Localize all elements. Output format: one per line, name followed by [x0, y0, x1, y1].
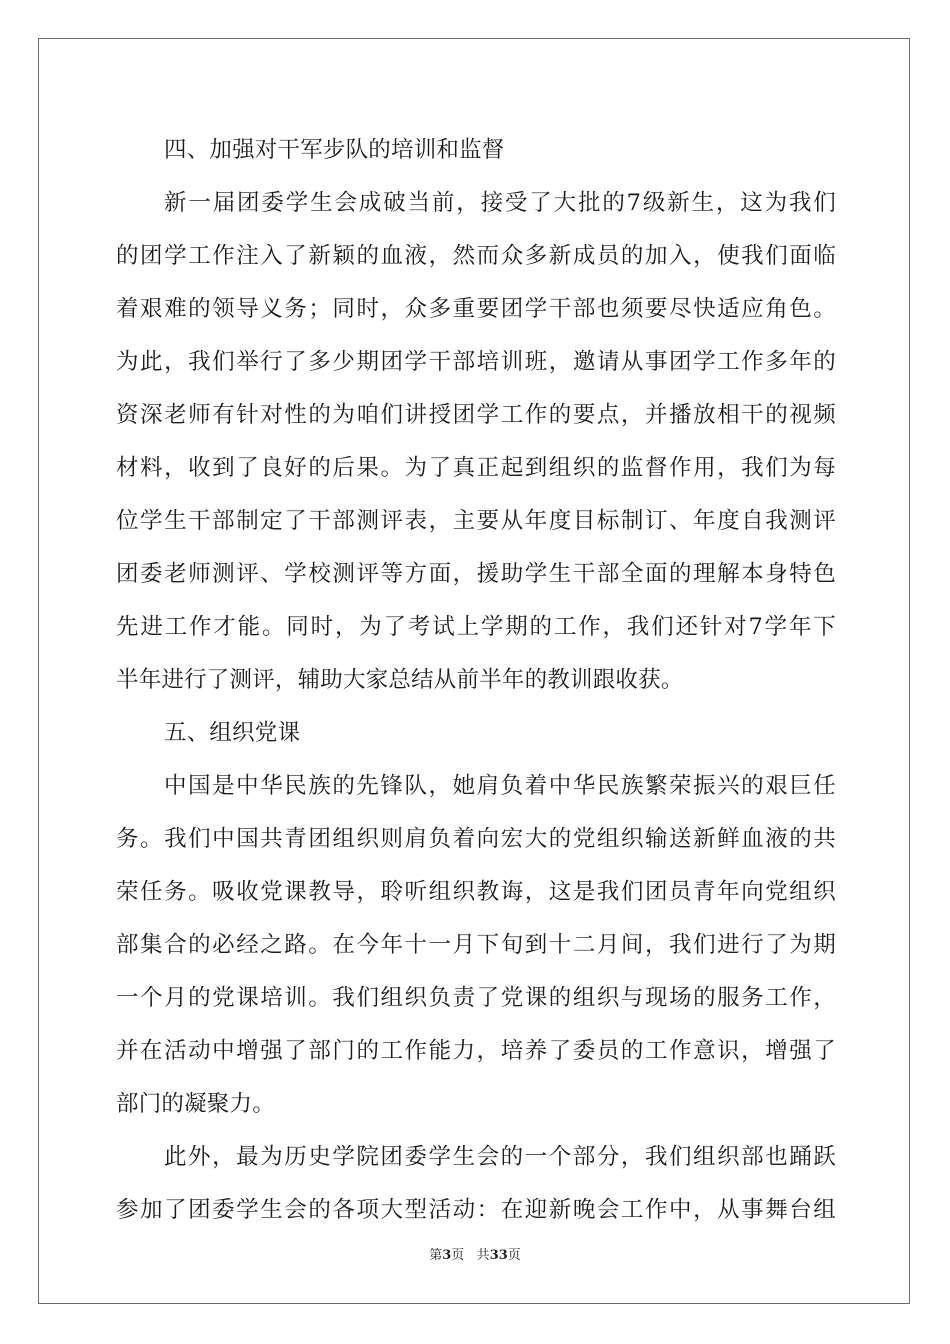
text-line: 着艰难的领导义务；同时，众多重要团学干部也须要尽快适应角色。: [116, 296, 836, 322]
text-line: 此外，最为历史学院团委学生会的一个部分，我们组织部也踊跃: [164, 1144, 836, 1170]
text-line: 团委老师测评、学校测评等方面，援助学生干部全面的理解本身特色: [116, 561, 836, 587]
footer-prefix: 第: [429, 1248, 443, 1263]
text-line: 中国是中华民族的先锋队，她肩负着中华民族繁荣振兴的艰巨任: [164, 773, 836, 799]
text-line: 部门的凝聚力。: [116, 1091, 275, 1117]
footer-current-page: 3: [442, 1248, 452, 1263]
text-line: 务。我们中国共青团组织则肩负着向宏大的党组织输送新鲜血液的共: [116, 826, 836, 852]
text-line: 一个月的党课培训。我们组织负责了党课的组织与现场的服务工作，: [116, 985, 836, 1011]
text-line: 新一届团委学生会成破当前，接受了大批的7级新生，这为我们: [164, 190, 836, 216]
text-line: 参加了团委学生会的各项大型活动：在迎新晚会工作中，从事舞台组: [116, 1197, 836, 1223]
text-line: 位学生干部制定了干部测评表，主要从年度目标制订、年度自我测评: [116, 508, 836, 534]
footer-total-pages: 33: [489, 1248, 508, 1263]
text-line: 四、加强对干军步队的培训和监督: [164, 137, 505, 163]
text-line: 先进工作才能。同时，为了考试上学期的工作，我们还针对7学年下: [116, 614, 836, 640]
footer-total-label: 页: [507, 1248, 521, 1263]
text-line: 材料，收到了良好的后果。为了真正起到组织的监督作用，我们为每: [116, 455, 836, 481]
text-line: 资深老师有针对性的为咱们讲授团学工作的要点，并播放相干的视频: [116, 402, 836, 428]
text-line: 荣任务。吸收党课教导，聆听组织教诲，这是我们团员青年向党组织: [116, 879, 836, 905]
text-line: 五、组织党课: [164, 720, 301, 746]
footer-page-label: 页: [451, 1248, 465, 1263]
text-line: 半年进行了测评，辅助大家总结从前半年的教训跟收获。: [116, 667, 684, 693]
text-line: 并在活动中增强了部门的工作能力，培养了委员的工作意识，增强了: [116, 1038, 836, 1064]
text-line: 的团学工作注入了新颖的血液，然而众多新成员的加入，使我们面临: [116, 243, 836, 269]
text-line: 部集合的必经之路。在今年十一月下旬到十二月间，我们进行了为期: [116, 932, 836, 958]
document-body: [116, 124, 836, 1237]
page-footer: [0, 1244, 950, 1263]
text-line: 为此，我们举行了多少期团学干部培训班，邀请从事团学工作多年的: [116, 349, 836, 375]
footer-total-prefix: 共: [476, 1248, 490, 1263]
